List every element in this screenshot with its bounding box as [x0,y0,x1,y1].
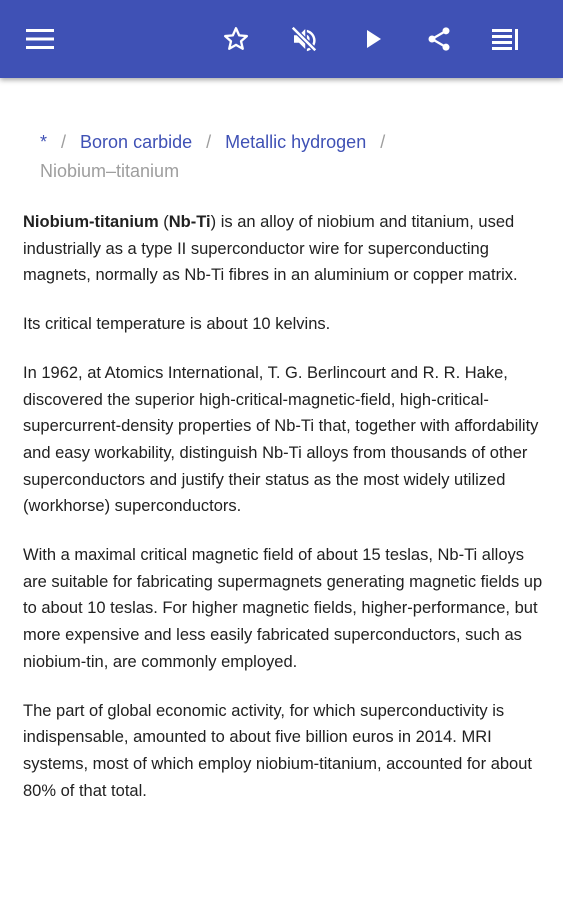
volume-off-icon [289,24,319,54]
star-icon [222,25,250,53]
breadcrumb-link-metallic-hydrogen[interactable]: Metallic hydrogen [225,132,367,152]
article-paragraph: In 1962, at Atomics International, T. G. Berlincourt and R. R. Hake, discovered the superior high-critical-magnetic-field, high-critical-supercurrent-density properties of Nb-Ti that, together with affordability and easy workability, distinguish Nb-Ti alloys from thousands of other superconductors and justify their status as the most widely utilized (workhorse) superconductors. [23,363,539,516]
article-content[interactable] [0,78,563,900]
menu-button[interactable] [22,21,58,57]
article-text: ( [158,213,169,231]
breadcrumb-link-home[interactable]: * [40,132,48,152]
article-paragraph: With a maximal critical magnetic field of about 15 teslas, Nb-Ti alloys are suitable for fabricating supermagnets generating magnetic fields up to about 10 teslas. For higher magnetic fields, higher-performance, but more expensive and less easily fabricated superconductors, such as niobium-tin, are commonly employed. [23,546,543,671]
share-button[interactable] [421,21,457,57]
breadcrumb [40,128,540,186]
list-icon [492,28,520,50]
breadcrumb-separator: / [206,132,212,152]
bookmark-button[interactable] [218,21,254,57]
mute-button[interactable] [286,21,322,57]
contents-button[interactable] [488,21,524,57]
article-paragraph: The part of global economic activity, for which superconductivity is indispensable, amounted to about five billion euros in 2014. MRI systems, most of which employ niobium-titanium, accounted for about 80% of that total. [23,701,532,800]
share-icon [425,25,453,53]
breadcrumb-link-boron-carbide[interactable]: Boron carbide [80,132,193,152]
play-button[interactable] [355,21,391,57]
breadcrumb-current: Niobium–titanium [40,161,180,181]
menu-icon [26,28,54,50]
article-abbreviation: Nb-Ti [168,213,211,231]
play-icon [361,27,385,51]
breadcrumb-separator: / [380,132,386,152]
article-text: ) is an alloy of niobium and titanium, used industrially as a type II superconductor wire for superconducting magnets, normally as Nb-Ti fibres in an aluminium or copper matrix. [23,213,518,285]
article-body [23,209,548,826]
article-paragraph [23,209,548,289]
article-paragraph: Its critical temperature is about 10 kelvins. [23,315,331,334]
app-toolbar [0,0,563,78]
breadcrumb-separator: / [61,132,67,152]
article-term: Niobium-titanium [23,213,159,231]
